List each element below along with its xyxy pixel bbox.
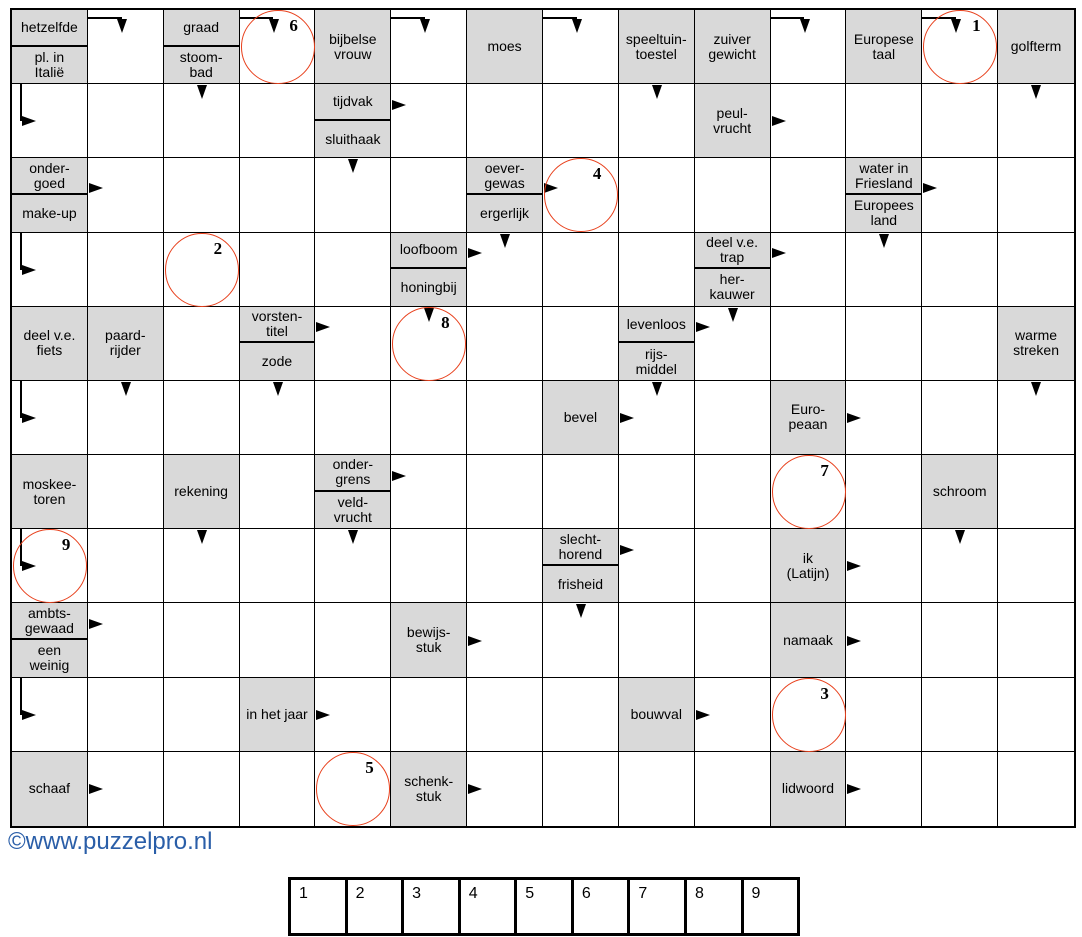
clue-text-bottom: pl. in Italië (34, 48, 65, 80)
clue-text-top: oever- gewas (467, 158, 542, 195)
answer-cell[interactable] (695, 158, 771, 232)
answer-cell[interactable] (315, 307, 391, 381)
answer-cell[interactable] (391, 529, 467, 603)
clue-cell (164, 10, 240, 84)
solution-circle[interactable] (392, 307, 466, 381)
solution-box-number: 3 (412, 885, 422, 902)
answer-cell[interactable] (998, 158, 1074, 232)
solution-circle[interactable] (13, 529, 87, 603)
answer-cell[interactable] (543, 233, 619, 307)
clue-text-bottom: zode (261, 353, 293, 370)
answer-cell[interactable] (467, 678, 543, 752)
answer-cell[interactable] (771, 307, 847, 381)
clue-cell (12, 307, 88, 381)
clue-cell (998, 307, 1074, 381)
clue-text-top: vorsten- titel (240, 307, 315, 344)
arrow-down-icon (348, 530, 358, 544)
arrow-down-icon (348, 159, 358, 173)
clue-cell (467, 10, 543, 84)
solution-number: 9 (61, 535, 71, 555)
clue-text-bottom: make-up (22, 204, 77, 221)
answer-cell[interactable] (164, 752, 240, 826)
clue-text-top: graad (164, 10, 239, 47)
arrow-down-icon (572, 19, 582, 33)
answer-cell[interactable] (467, 529, 543, 603)
clue-cell (240, 307, 316, 381)
answer-cell[interactable] (619, 233, 695, 307)
solution-number: 6 (289, 16, 298, 35)
answer-cell[interactable] (164, 603, 240, 677)
clue-text-top: ambts- gewaad (12, 603, 87, 640)
answer-cell[interactable] (391, 381, 467, 455)
arrow-right-icon (392, 471, 406, 481)
arrow-down-icon (420, 19, 430, 33)
solution-circle[interactable] (544, 158, 618, 232)
clue-text: bevel (563, 408, 598, 425)
answer-cell[interactable] (619, 455, 695, 529)
clue-cell (12, 603, 88, 677)
answer-cell[interactable] (240, 529, 316, 603)
answer-cell[interactable] (391, 678, 467, 752)
clue-text: paard- rijder (105, 327, 146, 359)
clue-cell (771, 752, 847, 826)
clue-text-bottom: Europees land (853, 197, 914, 229)
clue-text-top: levenloos (619, 307, 694, 344)
clue-text: speeltuin- toestel (625, 30, 687, 62)
answer-cell[interactable] (543, 752, 619, 826)
clue-cell (12, 10, 88, 84)
arrow-down-icon (197, 530, 207, 544)
answer-cell[interactable] (695, 529, 771, 603)
arrow-down-icon (800, 19, 810, 33)
clue-text-top: slecht- horend (543, 529, 618, 566)
solution-box[interactable] (404, 880, 461, 933)
clue-text: ik (Latijn) (786, 549, 830, 581)
arrow-down-icon (955, 530, 965, 544)
solution-circle[interactable] (316, 752, 390, 826)
arrow-right-icon (923, 183, 937, 193)
answer-cell[interactable] (88, 678, 164, 752)
arrow-right-icon (847, 784, 861, 794)
arrow-right-icon (22, 265, 36, 275)
answer-cell[interactable] (88, 455, 164, 529)
clue-cell (315, 84, 391, 158)
clue-text: Euro- peaan (788, 401, 828, 433)
answer-cell[interactable] (88, 84, 164, 158)
answer-cell[interactable] (922, 678, 998, 752)
answer-cell[interactable] (543, 84, 619, 158)
arrow-right-icon (89, 784, 103, 794)
solution-box[interactable] (630, 880, 687, 933)
clue-text: lidwoord (781, 780, 835, 797)
arrow-right-icon (22, 116, 36, 126)
clue-text: namaak (783, 631, 833, 648)
answer-cell[interactable] (88, 233, 164, 307)
solution-box[interactable] (348, 880, 405, 933)
answer-cell[interactable] (846, 455, 922, 529)
solution-box[interactable] (291, 880, 348, 933)
answer-cell[interactable] (240, 603, 316, 677)
answer-cell[interactable] (391, 84, 467, 158)
answer-cell[interactable] (998, 529, 1074, 603)
arrow-down-icon (879, 234, 889, 248)
answer-cell[interactable] (922, 158, 998, 232)
credit-link[interactable]: ©www.puzzelpro.nl (8, 828, 213, 855)
clue-text: schroom (932, 483, 987, 500)
clue-cell (771, 381, 847, 455)
clue-cell (846, 158, 922, 232)
solution-number: 4 (592, 164, 602, 184)
answer-cell[interactable] (922, 752, 998, 826)
answer-cell[interactable] (619, 603, 695, 677)
arrow-right-icon (772, 248, 786, 258)
clue-text: schenk- stuk (404, 772, 454, 804)
arrow-right-icon (696, 710, 710, 720)
clue-cell (164, 455, 240, 529)
clue-text: bouwval (630, 705, 682, 722)
answer-cell[interactable] (998, 678, 1074, 752)
clue-cell (695, 84, 771, 158)
answer-cell[interactable] (619, 752, 695, 826)
solution-number: 1 (972, 16, 981, 35)
arrow-down-icon (652, 382, 662, 396)
answer-cell[interactable] (164, 307, 240, 381)
arrow-right-icon (89, 183, 103, 193)
arrow-down-icon (576, 604, 586, 618)
answer-cell[interactable] (467, 307, 543, 381)
arrow-right-icon (468, 636, 482, 646)
arrow-right-icon (316, 710, 330, 720)
clue-cell (543, 529, 619, 603)
answer-cell[interactable] (240, 455, 316, 529)
answer-cell[interactable] (164, 158, 240, 232)
clue-text: warme streken (1013, 327, 1060, 359)
clue-cell (998, 10, 1074, 84)
solution-circle[interactable] (923, 10, 997, 84)
answer-cell[interactable] (846, 84, 922, 158)
clue-text-bottom: rijs- middel (635, 345, 677, 377)
clue-cell (695, 10, 771, 84)
clue-cell (391, 752, 467, 826)
solution-circle[interactable] (165, 233, 239, 307)
solution-number: 5 (365, 757, 374, 777)
answer-cell[interactable] (846, 307, 922, 381)
answer-cell[interactable] (467, 455, 543, 529)
solution-circle[interactable] (772, 678, 846, 752)
clue-text-top: deel v.e. trap (695, 233, 770, 270)
solution-box[interactable] (461, 880, 518, 933)
answer-cell[interactable] (771, 158, 847, 232)
arrow-down-icon (197, 85, 207, 99)
arrow-down-icon (117, 19, 127, 33)
answer-cell[interactable] (88, 603, 164, 677)
clue-text: schaaf (28, 780, 71, 797)
answer-cell[interactable] (391, 158, 467, 232)
arrow-right-icon (847, 561, 861, 571)
solution-circle[interactable] (241, 10, 315, 84)
answer-cell[interactable] (998, 603, 1074, 677)
solution-number: 7 (820, 461, 829, 481)
answer-cell[interactable] (543, 678, 619, 752)
clue-cell (695, 233, 771, 307)
arrow-down-icon (652, 85, 662, 99)
answer-cell[interactable] (240, 233, 316, 307)
clue-cell (12, 752, 88, 826)
solution-box-number: 6 (581, 885, 591, 902)
solution-number: 3 (820, 683, 829, 703)
answer-cell[interactable] (240, 84, 316, 158)
arrow-right-icon (847, 413, 861, 423)
clue-cell (922, 455, 998, 529)
clue-text-top: loofboom (391, 233, 466, 270)
arrow-down-icon (1031, 85, 1041, 99)
answer-cell[interactable] (543, 455, 619, 529)
answer-cell[interactable] (922, 381, 998, 455)
answer-cell[interactable] (240, 752, 316, 826)
clue-text-top: onder- goed (12, 158, 87, 195)
answer-cell[interactable] (619, 158, 695, 232)
arrow-right-icon (316, 322, 330, 332)
arrow-down-icon (121, 382, 131, 396)
clue-cell (846, 10, 922, 84)
answer-cell[interactable] (922, 603, 998, 677)
clue-text-bottom: honingbij (400, 278, 457, 295)
clue-text: peul- vrucht (713, 104, 752, 136)
clue-text-bottom: sluithaak (325, 130, 381, 147)
solution-number: 2 (213, 238, 223, 258)
clue-text-top: hetzelfde (12, 10, 87, 47)
solution-box-number: 4 (468, 885, 478, 902)
solution-circle[interactable] (772, 455, 846, 529)
clue-text: bijbelse vrouw (329, 30, 377, 62)
answer-cell[interactable] (922, 233, 998, 307)
clue-text-bottom: frisheid (557, 575, 603, 592)
solution-box[interactable] (744, 880, 798, 933)
clue-text: deel v.e. fiets (23, 327, 76, 359)
arrow-down-icon (500, 234, 510, 248)
arrow-down-icon (1031, 382, 1041, 396)
answer-cell[interactable] (315, 381, 391, 455)
clue-cell (315, 10, 391, 84)
answer-cell[interactable] (164, 678, 240, 752)
solution-box[interactable] (517, 880, 574, 933)
solution-row (288, 877, 800, 936)
answer-cell[interactable] (922, 84, 998, 158)
clue-text: rekening (174, 483, 228, 500)
clue-text: moskee- toren (22, 475, 77, 507)
clue-text-top: water in Friesland (846, 158, 921, 195)
solution-box-number: 5 (525, 885, 535, 902)
answer-cell[interactable] (846, 678, 922, 752)
answer-cell[interactable] (315, 603, 391, 677)
clue-cell (240, 678, 316, 752)
answer-cell[interactable] (88, 529, 164, 603)
clue-text: in het jaar (246, 705, 308, 722)
arrow-right-icon (847, 636, 861, 646)
solution-box-number: 7 (638, 885, 648, 902)
clue-cell (619, 307, 695, 381)
clue-cell (771, 529, 847, 603)
arrow-right-icon (468, 784, 482, 794)
answer-cell[interactable] (695, 752, 771, 826)
answer-cell[interactable] (998, 752, 1074, 826)
solution-box-number: 8 (694, 885, 704, 902)
clue-cell (771, 603, 847, 677)
clue-cell (467, 158, 543, 232)
answer-cell[interactable] (88, 158, 164, 232)
clue-text-bottom: een weinig (29, 642, 70, 674)
answer-cell[interactable] (998, 233, 1074, 307)
answer-cell[interactable] (543, 307, 619, 381)
clue-text: golfterm (1010, 38, 1062, 55)
answer-cell[interactable] (695, 603, 771, 677)
clue-text-bottom: ergerlijk (480, 204, 530, 221)
clue-cell (12, 158, 88, 232)
clue-cell (315, 455, 391, 529)
arrow-right-icon (620, 545, 634, 555)
solution-box-number: 9 (751, 885, 761, 902)
arrow-right-icon (696, 322, 710, 332)
clue-cell (543, 381, 619, 455)
solution-box-number: 1 (299, 885, 308, 902)
clue-text: zuiver gewicht (708, 30, 756, 62)
solution-box[interactable] (687, 880, 744, 933)
clue-text: Europese taal (853, 30, 914, 62)
answer-cell[interactable] (922, 307, 998, 381)
clue-text-bottom: veld- vrucht (333, 493, 372, 525)
clue-cell (391, 603, 467, 677)
arrow-right-icon (620, 413, 634, 423)
answer-cell[interactable] (619, 529, 695, 603)
arrow-down-icon (728, 308, 738, 322)
clue-text-bottom: her- kauwer (709, 271, 755, 303)
clue-cell (391, 233, 467, 307)
solution-box[interactable] (574, 880, 631, 933)
arrow-right-icon (468, 248, 482, 258)
clue-text-top: onder- grens (315, 455, 390, 492)
answer-cell[interactable] (771, 233, 847, 307)
solution-number: 8 (441, 312, 450, 332)
answer-cell[interactable] (998, 455, 1074, 529)
answer-cell[interactable] (164, 381, 240, 455)
answer-cell[interactable] (315, 233, 391, 307)
solution-box-number: 2 (355, 885, 365, 902)
answer-cell[interactable] (695, 455, 771, 529)
clue-cell (619, 10, 695, 84)
arrow-right-icon (89, 619, 103, 629)
clue-text: bewijs- stuk (406, 624, 451, 656)
clue-cell (619, 678, 695, 752)
arrow-right-icon (22, 710, 36, 720)
arrow-down-icon (273, 382, 283, 396)
arrow-right-icon (772, 116, 786, 126)
arrow-right-icon (22, 413, 36, 423)
answer-cell[interactable] (240, 158, 316, 232)
answer-cell[interactable] (695, 381, 771, 455)
clue-text: moes (487, 38, 522, 55)
answer-cell[interactable] (467, 381, 543, 455)
clue-cell (88, 307, 164, 381)
answer-cell[interactable] (391, 455, 467, 529)
answer-cell[interactable] (467, 84, 543, 158)
crossword-grid (10, 8, 1076, 828)
arrow-right-icon (392, 100, 406, 110)
clue-text-top: tijdvak (315, 84, 390, 121)
clue-cell (12, 455, 88, 529)
clue-text-bottom: stoom- bad (179, 48, 223, 80)
